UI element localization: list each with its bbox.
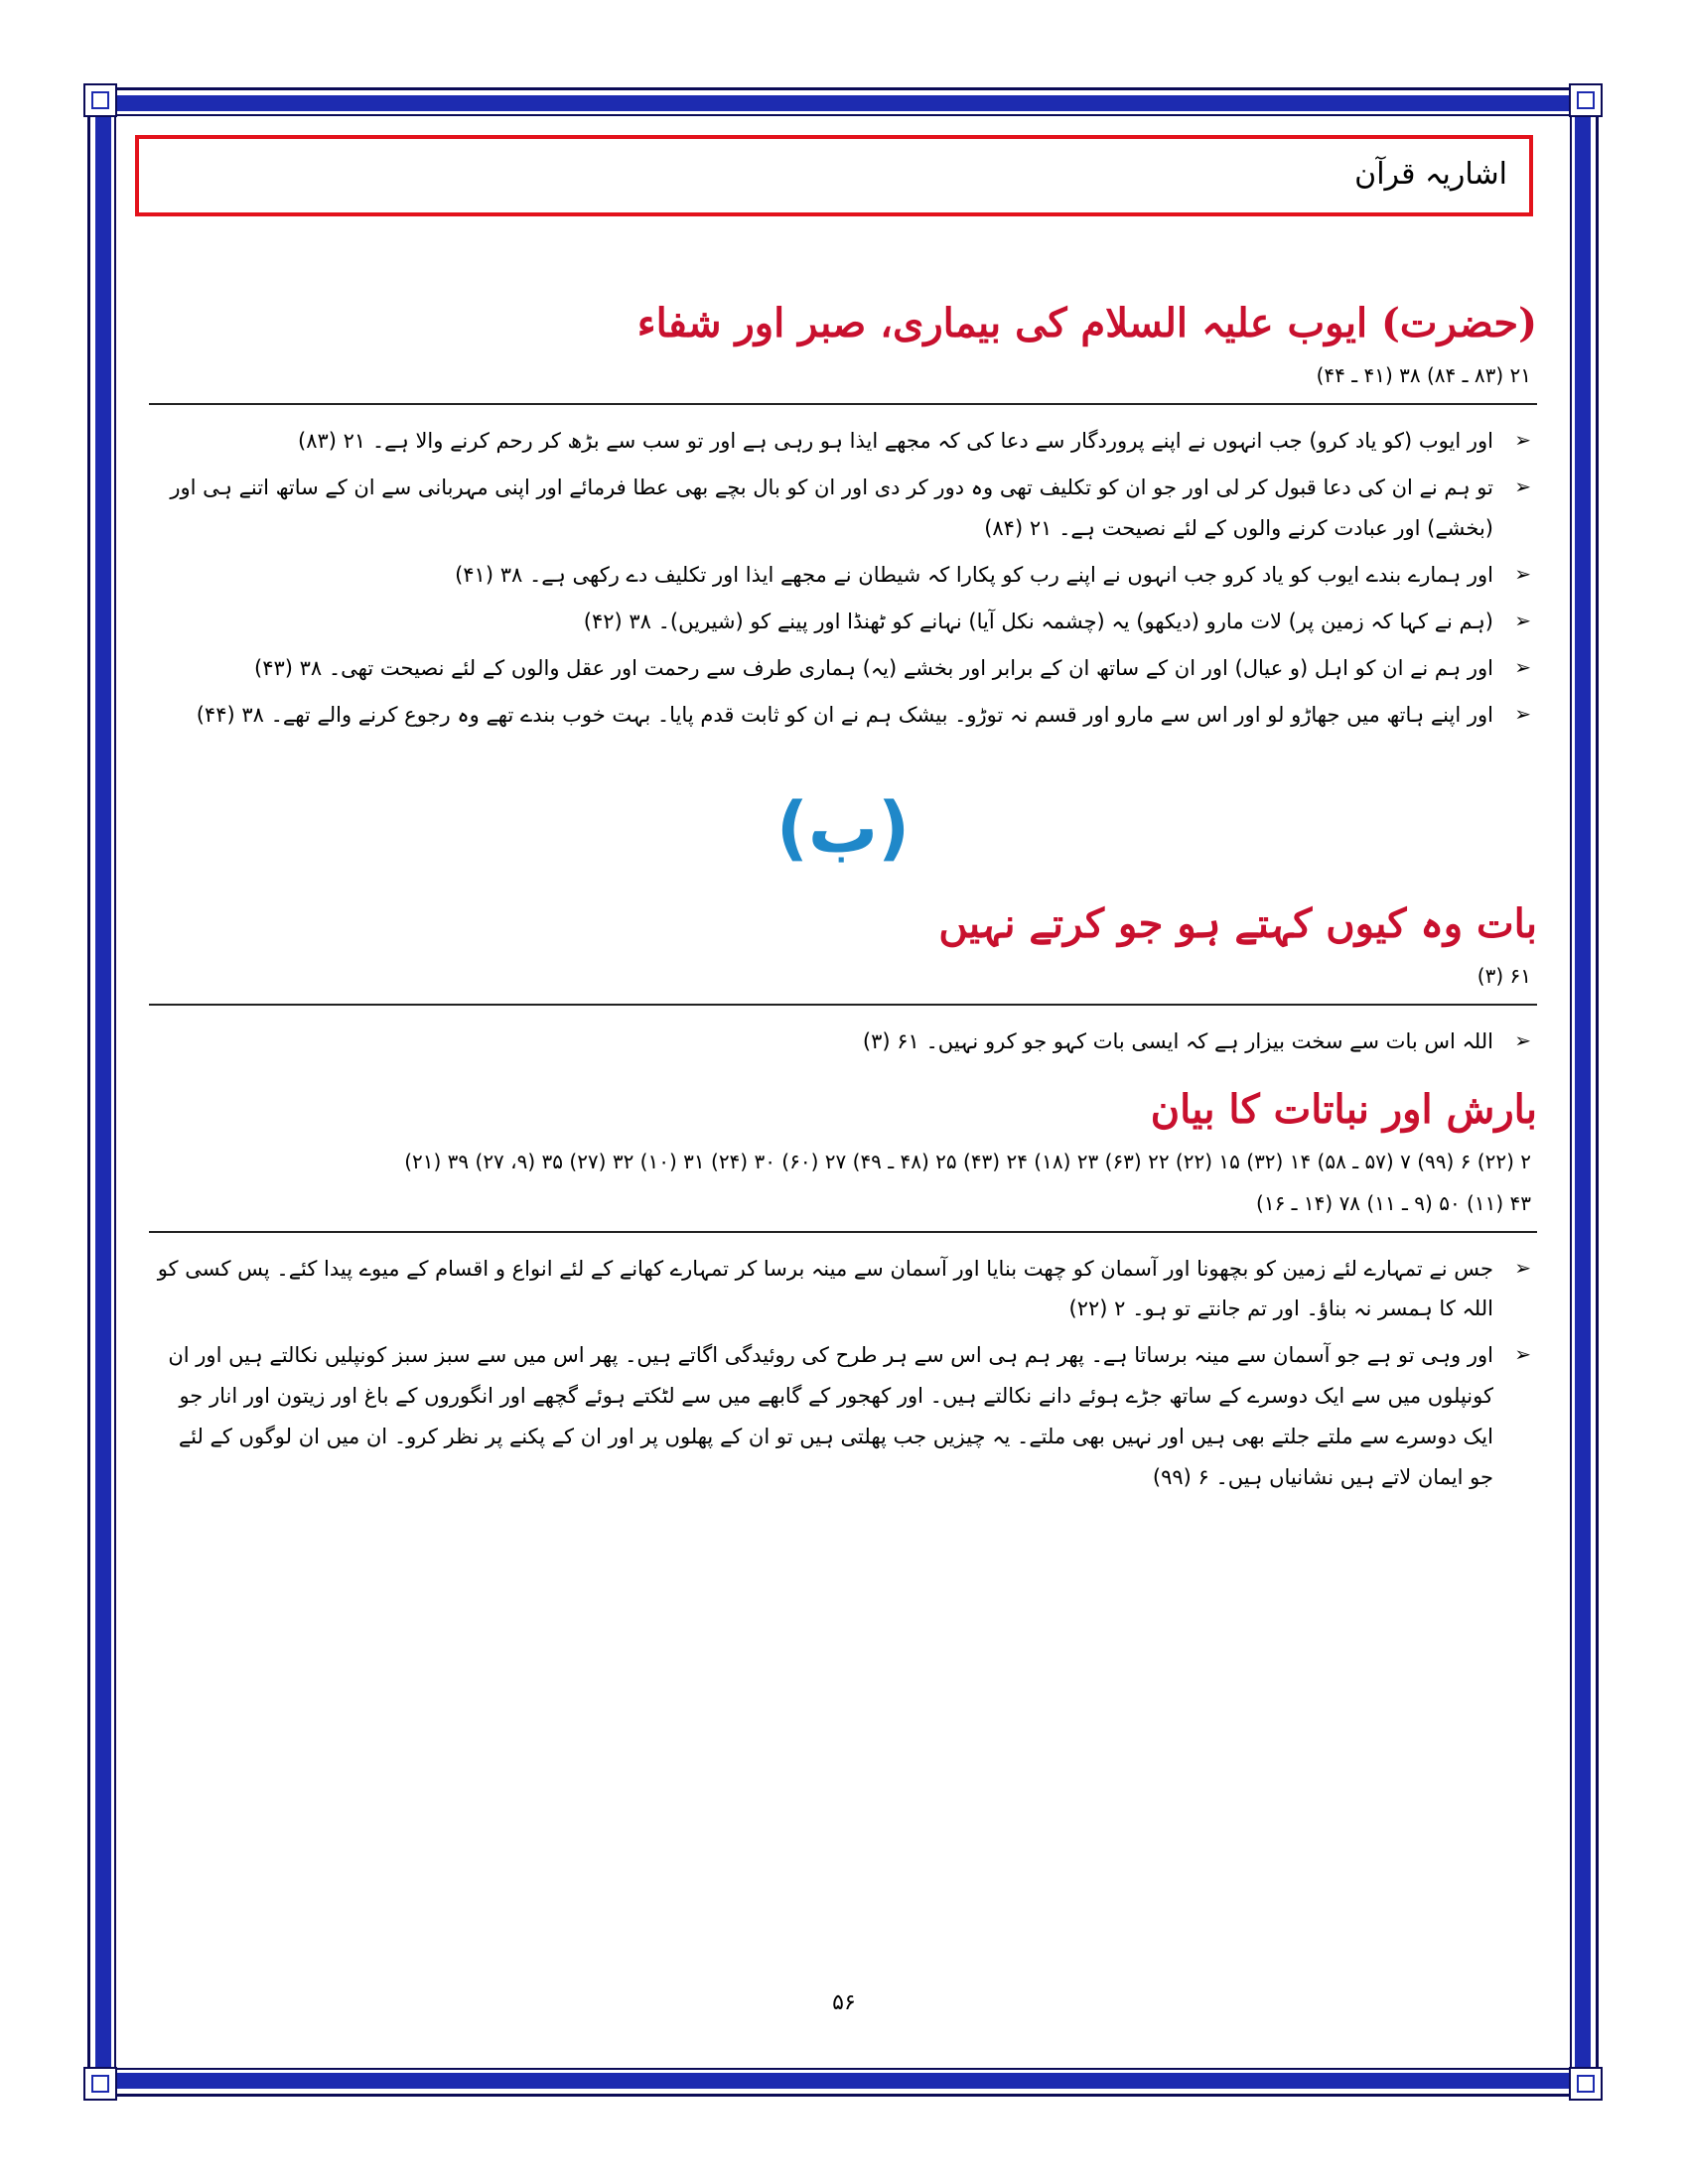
- verse-entry: [149, 648, 1537, 689]
- verse-text: (ہم نے کہا کہ زمین پر) لات مارو (دیکھو) یہ (چشمہ نکل آیا) نہانے کو ٹھنڈا اور پینے کو (شیریں)۔ ۳۸ (۴۲): [583, 609, 1493, 633]
- divider: [149, 1231, 1537, 1233]
- arrow-bullet-icon: ➢: [1514, 428, 1531, 452]
- verse-text: اللہ اس بات سے سخت بیزار ہے کہ ایسی بات کہو جو کرو نہیں۔ ۶۱ (۳): [862, 1028, 1493, 1053]
- arrow-bullet-icon: ➢: [1514, 561, 1531, 586]
- section-title: بات وہ کیوں کہتے ہو جو کرتے نہیں: [938, 899, 1537, 947]
- verse-references: ۴۳ (۱۱) ۵۰ (۹ ـ ۱۱) ۷۸ (۱۴ ـ ۱۶): [1256, 1190, 1531, 1215]
- running-header: [135, 135, 1533, 216]
- arrow-bullet-icon: ➢: [1514, 474, 1531, 498]
- corner-ornament: [1569, 83, 1603, 117]
- arrow-bullet-icon: ➢: [1514, 608, 1531, 632]
- corner-ornament: [1569, 2067, 1603, 2101]
- verse-references: ۶۱ (۳): [1477, 963, 1531, 988]
- verse-text: اور ہم نے ان کو اہل (و عیال) اور ان کے ساتھ ان کے برابر اور بخشے (یہ) ہماری طرف سے رحمت اور عقل والوں کے لئے نصیحت تھی۔ ۳۸ (۴۳): [254, 655, 1493, 680]
- arrow-bullet-icon: ➢: [1514, 1342, 1531, 1367]
- page-number: ۵۶: [832, 1990, 856, 2015]
- verse-entry: [149, 1249, 1537, 1330]
- verse-text: تو ہم نے ان کی دعا قبول کر لی اور جو ان کو تکلیف تھی وہ دور کر دی اور ان کو بال بچے بھی عطا فرمائے اور اپنی مہربانی سے ان کے ساتھ اتنے ہی اور (بخشے) اور عبادت کرنے والوں کے لئے نصیحت ہے۔ ۲۱ (۸۴): [170, 475, 1493, 540]
- verse-references: ۲۱ (۸۳ ـ ۸۴) ۳۸ (۴۱ ـ ۴۴): [1316, 363, 1531, 387]
- verse-text: اور اپنے ہاتھ میں جھاڑو لو اور اس سے مارو اور قسم نہ توڑو۔ بیشک ہم نے ان کو ثابت قدم پایا۔ بہت خوب بندے تھے وہ رجوع کرنے والے تھے۔ ۳۸ (۴۴): [196, 702, 1493, 727]
- corner-ornament: [83, 83, 117, 117]
- verse-entry: [149, 555, 1537, 596]
- verse-entry: [149, 695, 1537, 736]
- section-title: بارش اور نباتات کا بیان: [1150, 1085, 1537, 1133]
- verse-text: اور وہی تو ہے جو آسمان سے مینہ برساتا ہے۔ پھر ہم ہی اس سے ہر طرح کی روئیدگی اگاتے ہیں۔ پھر اس میں سے سبز سبز کونپلیں نکالتے ہیں اور ان کونپلوں میں سے ایک دوسرے کے ساتھ جڑے ہوئے دانے نکالتے ہیں۔ اور کھجور کے گابھے میں سے لٹکتے ہوئے گچھے اور انگوروں کے باغ اور زیتون اور انار جو ایک دوسرے سے ملتے جلتے بھی ہیں اور نہیں بھی ملتے۔ یہ چیزیں جب پھلتی ہیں تو ان کے پھلوں پر اور ان کے پکنے پر نظر کرو۔ ان میں ان لوگوں کے لئے جو ایمان لاتے ہیں نشانیاں ہیں۔ ۶ (۹۹): [168, 1343, 1493, 1490]
- verse-entry: [149, 602, 1537, 642]
- verse-entry: [149, 468, 1537, 549]
- divider: [149, 403, 1537, 405]
- verse-entry: [149, 421, 1537, 462]
- arrow-bullet-icon: ➢: [1514, 1255, 1531, 1280]
- divider: [149, 1004, 1537, 1006]
- arrow-bullet-icon: ➢: [1514, 701, 1531, 726]
- verse-text: جس نے تمہارے لئے زمین کو بچھونا اور آسمان کو چھت بنایا اور آسمان سے مینہ برسا کر تمہارے کھانے کے لئے انواع و اقسام کے میوے پیدا کئے۔ پس کسی کو اللہ کا ہمسر نہ بناؤ۔ اور تم جانتے تو ہو۔ ۲ (۲۲): [157, 1256, 1493, 1321]
- arrow-bullet-icon: ➢: [1514, 1027, 1531, 1052]
- arrow-bullet-icon: ➢: [1514, 654, 1531, 679]
- page-content: [149, 298, 1537, 1504]
- header-title: اشاریہ قرآن: [1354, 157, 1507, 192]
- verse-text: اور ایوب (کو یاد کرو) جب انہوں نے اپنے پروردگار سے دعا کی کہ مجھے ایذا ہو رہی ہے اور تو سب سے بڑھ کر رحم کرنے والا ہے۔ ۲۱ (۸۳): [297, 429, 1493, 453]
- verse-references: ۲ (۲۲) ۶ (۹۹) ۷ (۵۷ ـ ۵۸) ۱۴ (۳۲) ۱۵ (۲۲) ۲۲ (۶۳) ۲۳ (۱۸) ۲۴ (۴۳) ۲۵ (۴۸ ـ ۴۹) ۲۷ (۶۰) ۳۰ (۲۴) ۳۱ (۱۰) ۳۲ (۲۷) ۳۵ (۹، ۲۷) ۳۹ (۲۱): [404, 1149, 1531, 1173]
- verse-entry: [149, 1335, 1537, 1498]
- section-title: (حضرت) ایوب علیہ السلام کی بیماری، صبر اور شفاء: [636, 300, 1537, 346]
- verse-text: اور ہمارے بندے ایوب کو یاد کرو جب انہوں نے اپنے رب کو پکارا کہ شیطان نے مجھے ایذا اور تکلیف دے رکھی ہے۔ ۳۸ (۴۱): [455, 562, 1493, 587]
- verse-entry: [149, 1022, 1537, 1062]
- corner-ornament: [83, 2067, 117, 2101]
- alphabet-letter-heading: (ب): [775, 786, 911, 869]
